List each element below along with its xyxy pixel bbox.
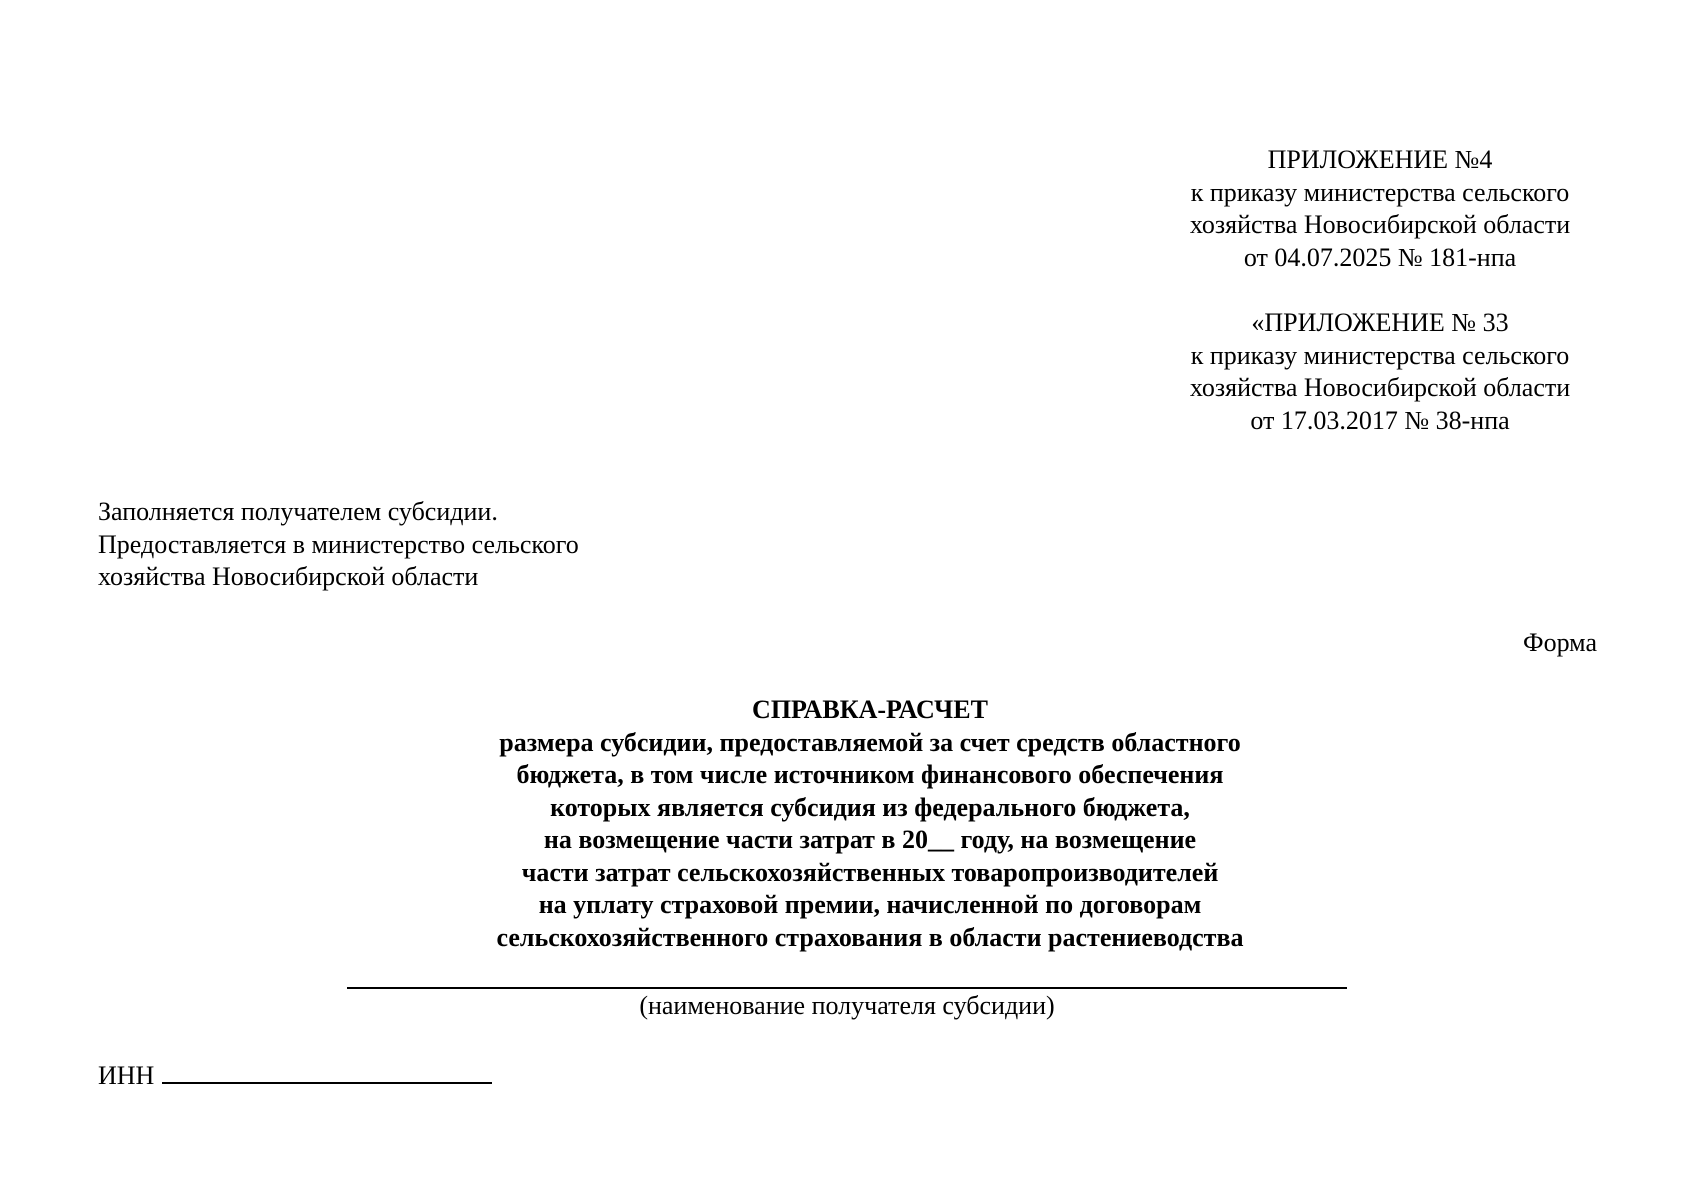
document-title-line: части затрат сельскохозяйственных товаропроизводителей xyxy=(521,857,1219,887)
appendix-33-date-line: от 17.03.2017 № 38-нпа xyxy=(1250,405,1510,435)
document-title-line: размера субсидии, предоставляемой за счет средств областного xyxy=(499,727,1241,757)
document-title-line: бюджета, в том числе источником финансового обеспечения xyxy=(516,760,1224,789)
appendix-4-title: ПРИЛОЖЕНИЕ №4 xyxy=(1267,145,1493,174)
inn-row xyxy=(98,1056,492,1093)
document-title-line: на возмещение части затрат в 20__ году, на возмещение xyxy=(543,825,1197,854)
appendix-33-header xyxy=(1150,307,1610,437)
document-title-line: на уплату страховой премии, начисленной по договорам xyxy=(538,890,1202,919)
document-title-line: сельскохозяйственного страхования в области растениеводства xyxy=(496,922,1244,952)
recipient-note-line: Заполняется получателем субсидии. xyxy=(98,497,498,526)
recipient-note xyxy=(98,496,579,594)
appendix-4-order-line: к приказу министерства сельского xyxy=(1190,177,1570,207)
document-heading: СПРАВКА-РАСЧЕТ xyxy=(752,695,988,724)
appendix-33-title: «ПРИЛОЖЕНИЕ № 33 xyxy=(1251,308,1509,337)
inn-field[interactable] xyxy=(162,1056,492,1084)
inn-label: ИНН xyxy=(98,1061,155,1090)
recipient-note-line: хозяйства Новосибирской области xyxy=(98,562,479,591)
appendix-33-order-line: к приказу министерства сельского xyxy=(1190,340,1570,370)
appendix-4-ministry-line: хозяйства Новосибирской области xyxy=(1189,210,1571,239)
recipient-name-caption: (наименование получателя субсидии) xyxy=(639,991,1055,1020)
recipient-note-line: Предоставляется в министерство сельского xyxy=(98,529,579,559)
appendix-4-header xyxy=(1150,144,1610,274)
form-label: Форма xyxy=(1523,628,1597,657)
appendix-4-date-line: от 04.07.2025 № 181-нпа xyxy=(1243,242,1517,272)
document-title-line: которых является субсидия из федерального бюджета, xyxy=(550,792,1190,822)
recipient-name-field[interactable] xyxy=(347,987,1347,989)
appendix-33-ministry-line: хозяйства Новосибирской области xyxy=(1189,373,1571,402)
document-title xyxy=(420,694,1320,954)
